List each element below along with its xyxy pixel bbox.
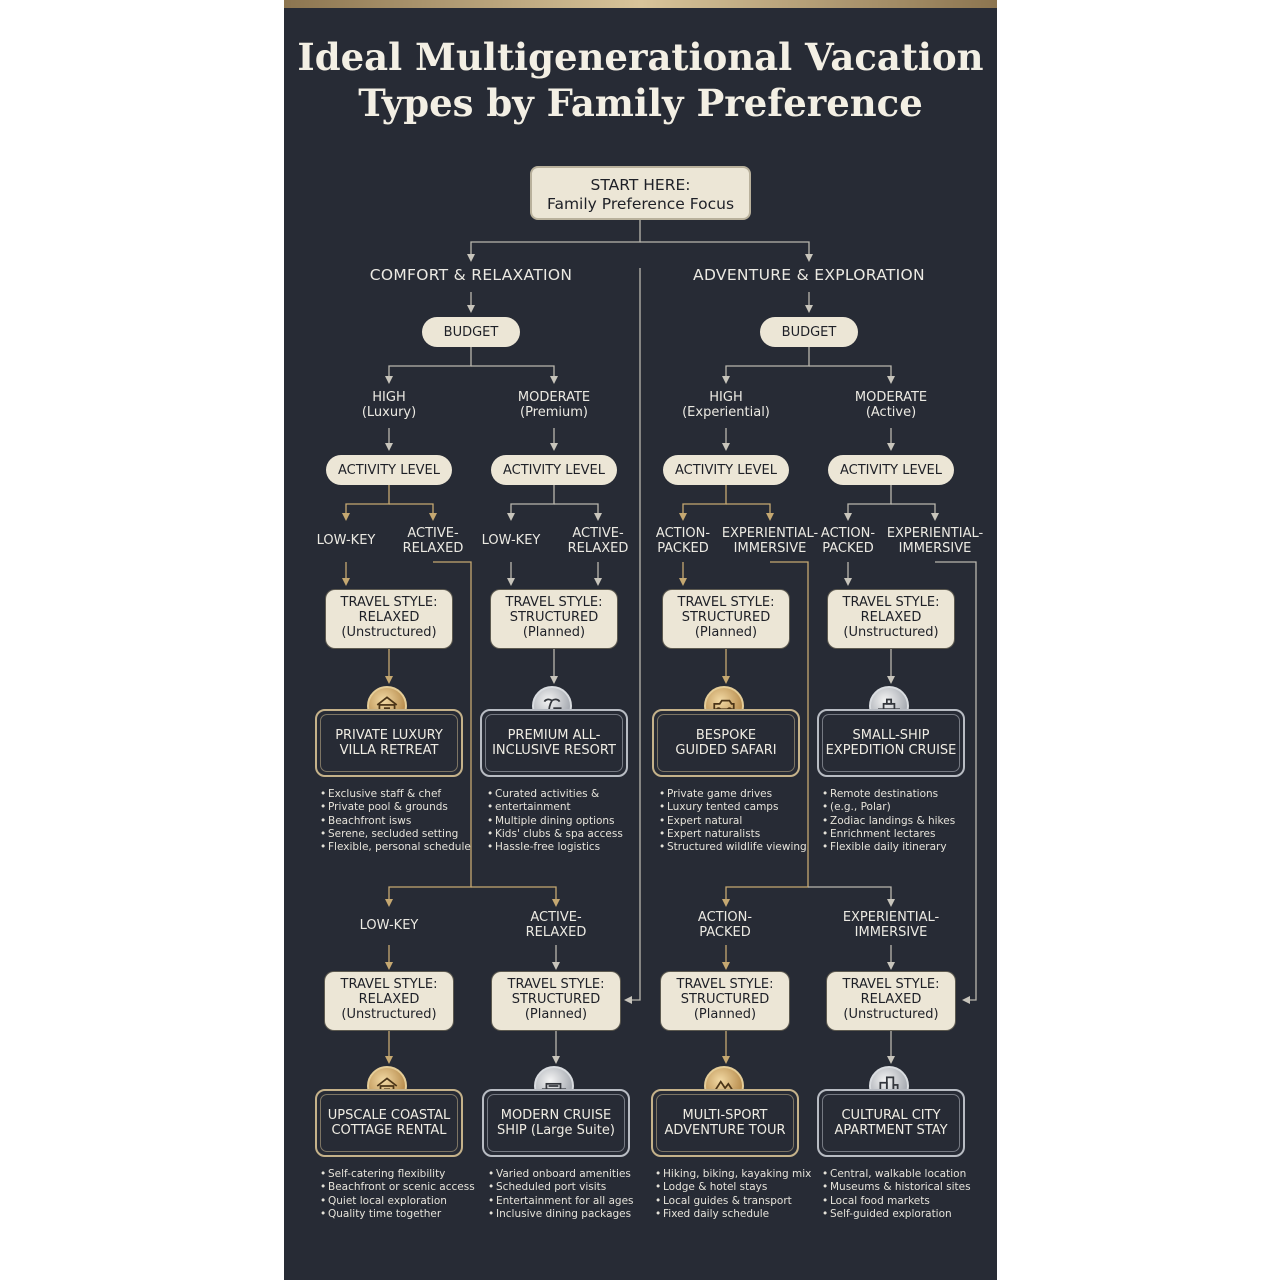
style-note: (Planned) [524,1007,588,1022]
activity-line: IMMERSIVE [854,925,928,940]
feature-item: • Remote destinations [822,788,955,801]
result-small-ship-expedition [817,709,965,777]
features-city [822,1168,971,1221]
travel-style-box [663,590,789,648]
result-modern-cruise-ship [482,1089,630,1157]
style-heading: TRAVEL STYLE: [340,977,438,992]
feature-item: • Zodiac landings & hikes [822,815,955,828]
activity-action-packed [643,526,723,556]
feature-item: • Scheduled port visits [488,1181,634,1194]
feature-item: • Inclusive dining packages [488,1208,634,1221]
result-title-line: EXPEDITION CRUISE [825,743,957,758]
activity-low-key: LOW-KEY [359,918,419,933]
activity-experiential-immersive [720,526,820,556]
feature-item: • Self-catering flexibility [320,1168,475,1181]
activity-experiential-immersive [885,526,985,556]
travel-style-box [325,972,453,1030]
activity-action-packed [685,910,765,940]
feature-item: • Enrichment lectares [822,828,955,841]
branch-comfort-relaxation: COMFORT & RELAXATION [369,266,573,284]
feature-item: • Private pool & grounds [320,801,471,814]
features-villa [320,788,471,854]
features-multi-sport [655,1168,811,1221]
feature-item: • Hiking, biking, kayaking mix [655,1168,811,1181]
budget-adventure-high [666,390,786,420]
style-value: RELAXED [860,610,922,625]
style-value: STRUCTURED [511,992,601,1007]
style-value: RELAXED [358,610,420,625]
style-note: (Planned) [693,1007,757,1022]
travel-style-box [492,972,620,1030]
result-bespoke-guided-safari [652,709,800,777]
feature-item: • Local guides & transport [655,1195,811,1208]
activity-line: ACTIVE- [530,910,582,925]
activity-line: IMMERSIVE [733,541,807,556]
budget-level-label: MODERATE [854,390,928,405]
budget-level-label: HIGH [372,390,406,405]
features-resort [487,788,623,854]
style-heading: TRAVEL STYLE: [677,595,775,610]
result-multi-sport-adventure [651,1089,799,1157]
activity-pill-4: ACTIVITY LEVEL [828,455,954,485]
branch-adventure-exploration: ADVENTURE & EXPLORATION [693,266,925,284]
travel-style-box [661,972,789,1030]
result-title-line: INCLUSIVE RESORT [492,743,616,758]
result-title-line: SHIP (Large Suite) [497,1123,615,1138]
style-heading: TRAVEL STYLE: [842,977,940,992]
result-title-line: COTTAGE RENTAL [331,1123,447,1138]
activity-line: EXPERIENTIAL- [721,526,819,541]
feature-item: • Expert natural [659,815,807,828]
result-title-line: PRIVATE LUXURY [335,728,443,743]
feature-item: • Fixed daily schedule [655,1208,811,1221]
activity-line: RELAXED [567,541,629,556]
travel-style-box [827,972,955,1030]
budget-pill-comfort: BUDGET [422,317,520,347]
style-note: (Planned) [694,625,758,640]
feature-item: • Exclusive staff & chef [320,788,471,801]
feature-item: • entertainment [487,801,623,814]
result-title-line: APARTMENT STAY [834,1123,948,1138]
activity-line: PACKED [822,541,874,556]
title-line-2: Types by Family Preference [358,81,923,125]
budget-level-sub: (Experiential) [682,405,770,420]
result-title-line: MODERN CRUISE [500,1108,612,1123]
activity-pill-1: ACTIVITY LEVEL [326,455,452,485]
start-heading: START HERE: [590,176,691,194]
feature-item: • Structured wildlife viewing [659,841,807,854]
style-note: (Unstructured) [843,625,939,640]
feature-item: • Beachfront or scenic access [320,1181,475,1194]
style-note: (Unstructured) [341,1007,437,1022]
activity-low-key: LOW-KEY [481,533,541,548]
feature-item: • Lodge & hotel stays [655,1181,811,1194]
travel-style-box [491,590,617,648]
feature-item: • Luxury tented camps [659,801,807,814]
style-heading: TRAVEL STYLE: [676,977,774,992]
activity-low-key: LOW-KEY [316,533,376,548]
result-title-line: SMALL-SHIP [852,728,930,743]
feature-item: • Flexible daily itinerary [822,841,955,854]
result-title-line: BESPOKE [695,728,757,743]
feature-item: • Curated activities & [487,788,623,801]
activity-active-relaxed [393,526,473,556]
style-note: (Unstructured) [843,1007,939,1022]
style-value: RELAXED [860,992,922,1007]
feature-item: • Entertainment for all ages [488,1195,634,1208]
result-title-line: GUIDED SAFARI [675,743,777,758]
style-value: STRUCTURED [681,610,771,625]
activity-active-relaxed [516,910,596,940]
feature-item: • Museums & historical sites [822,1181,971,1194]
budget-level-sub: (Luxury) [361,405,417,420]
activity-experiential-immersive [841,910,941,940]
style-heading: TRAVEL STYLE: [507,977,605,992]
result-title-line: UPSCALE COASTAL [327,1108,451,1123]
features-expedition [822,788,955,854]
feature-item: • Serene, secluded setting [320,828,471,841]
style-note: (Unstructured) [341,625,437,640]
style-value: STRUCTURED [680,992,770,1007]
features-cottage [320,1168,475,1221]
budget-level-sub: (Active) [865,405,917,420]
activity-line: EXPERIENTIAL- [842,910,940,925]
result-title-line: MULTI-SPORT [682,1108,768,1123]
style-value: STRUCTURED [509,610,599,625]
feature-item: • (e.g., Polar) [822,801,955,814]
activity-line: ACTION- [820,526,876,541]
result-cultural-city-apartment [817,1089,965,1157]
result-title-line: VILLA RETREAT [339,743,439,758]
budget-pill-adventure: BUDGET [760,317,858,347]
budget-level-label: HIGH [709,390,743,405]
feature-item: • Flexible, personal schedule [320,841,471,854]
feature-item: • Local food markets [822,1195,971,1208]
features-cruise [488,1168,634,1221]
activity-pill-3: ACTIVITY LEVEL [663,455,789,485]
activity-line: IMMERSIVE [898,541,972,556]
infographic-poster [284,0,997,1280]
activity-line: RELAXED [525,925,587,940]
style-heading: TRAVEL STYLE: [505,595,603,610]
style-heading: TRAVEL STYLE: [842,595,940,610]
travel-style-box [828,590,954,648]
travel-style-box [326,590,452,648]
activity-action-packed [808,526,888,556]
start-subheading: Family Preference Focus [546,195,735,213]
style-heading: TRAVEL STYLE: [340,595,438,610]
budget-level-sub: (Premium) [520,405,588,420]
activity-line: RELAXED [402,541,464,556]
feature-item: • Quality time together [320,1208,475,1221]
feature-item: • Beachfront isws [320,815,471,828]
activity-line: PACKED [657,541,709,556]
budget-level-label: MODERATE [517,390,591,405]
result-title-line: CULTURAL CITY [841,1108,941,1123]
feature-item: • Hassle-free logistics [487,841,623,854]
result-title-line: ADVENTURE TOUR [664,1123,786,1138]
feature-item: • Private game drives [659,788,807,801]
title-line-1: Ideal Multigenerational Vacation [297,35,984,79]
activity-line: PACKED [699,925,751,940]
feature-item: • Varied onboard amenities [488,1168,634,1181]
activity-line: ACTION- [697,910,753,925]
feature-item: • Central, walkable location [822,1168,971,1181]
feature-item: • Self-guided exploration [822,1208,971,1221]
feature-item: • Expert naturalists [659,828,807,841]
feature-item: • Multiple dining options [487,815,623,828]
result-premium-all-inclusive [480,709,628,777]
result-title-line: PREMIUM ALL- [507,728,601,743]
features-safari [659,788,807,854]
activity-active-relaxed [558,526,638,556]
feature-item: • Quiet local exploration [320,1195,475,1208]
budget-adventure-moderate [841,390,941,420]
style-note: (Planned) [522,625,586,640]
activity-pill-2: ACTIVITY LEVEL [491,455,617,485]
activity-line: ACTION- [655,526,711,541]
activity-line: ACTIVE- [572,526,624,541]
result-upscale-coastal-cottage [315,1089,463,1157]
budget-comfort-moderate [504,390,604,420]
budget-comfort-high [339,390,439,420]
feature-item: • Kids' clubs & spa access [487,828,623,841]
activity-line: ACTIVE- [407,526,459,541]
start-here-box [530,166,751,220]
style-value: RELAXED [358,992,420,1007]
activity-line: EXPERIENTIAL- [886,526,984,541]
result-private-luxury-villa [315,709,463,777]
